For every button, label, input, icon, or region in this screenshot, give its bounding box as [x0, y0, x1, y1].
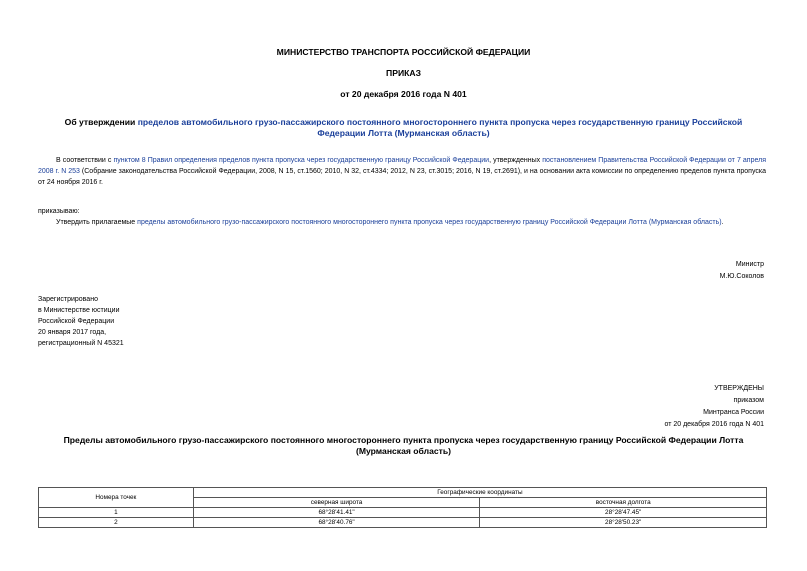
signature-position: Министр [735, 261, 764, 268]
rules-link[interactable]: пунктом 8 Правил определения пределов пункта пропуска через государственную границу Российской Федерации [113, 157, 490, 164]
table-row [39, 518, 767, 528]
order-text: Утвердить прилагаемые [56, 219, 138, 226]
registration-line: Российской Федерации [38, 318, 115, 325]
approval-line: от 20 декабря 2016 года N 401 [664, 421, 764, 428]
header-points: Номера точек [39, 488, 194, 508]
order-paragraph [38, 217, 766, 228]
longitude-cell: 28°28'47.45" [480, 508, 767, 518]
registration-line: регистрационный N 45321 [38, 340, 124, 347]
registration-block [38, 294, 124, 349]
header-latitude: северная широта [193, 498, 480, 508]
signature-name: М.Ю.Соколов [719, 273, 764, 280]
approval-line: Минтранса России [703, 409, 764, 416]
point-number: 2 [39, 518, 194, 528]
preamble-paragraph [38, 155, 766, 188]
approval-block [664, 383, 764, 431]
signature-block [720, 259, 764, 283]
longitude-cell: 28°28'50.23" [480, 518, 767, 528]
order-text: . [721, 219, 724, 226]
appendix-title: Пределы автомобильного грузо-пассажирского постоянного многостороннего пункта пропуска через государственную границу Российской Федерации Лотта (Мурманская область) [63, 435, 744, 456]
title-link[interactable]: пределов автомобильного грузо-пассажирского постоянного многостороннего пункта пропуска через государственную границу Российской Федерации Лотта (Мурманская область) [137, 117, 743, 138]
preamble-text: В соответствии с [56, 157, 114, 164]
decree-link[interactable]: постановлением Правительства Российской Федерации от 7 апреля 2008 г. N 253 [38, 157, 767, 175]
registration-line: 20 января 2017 года, [38, 329, 107, 336]
document-title [45, 117, 762, 139]
latitude-cell: 68°28'41.41" [193, 508, 480, 518]
table-header-row [39, 488, 767, 498]
title-prefix: Об утверждении [64, 117, 138, 127]
order-label: приказываю: [38, 208, 80, 215]
preamble-text: , утвержденных [489, 157, 543, 164]
document-type: ПРИКАЗ [386, 68, 421, 78]
table-row [39, 508, 767, 518]
latitude-cell: 68°28'40.76" [193, 518, 480, 528]
approval-line: УТВЕРЖДЕНЫ [714, 385, 764, 392]
approval-line: приказом [733, 397, 764, 404]
registration-line: Зарегистрировано [38, 296, 98, 303]
preamble-text: (Собрание законодательства Российской Федерации, 2008, N 15, ст.1560; 2010, N 32, ст.4334; 2012, N 23, ст.3015; 2016, N 19, ст.2691), и на основании акта комиссии по определению пределов пункта пропуска от 24 ноября 2016 г. [38, 168, 766, 186]
coordinates-table [38, 487, 767, 528]
header-longitude: восточная долгота [480, 498, 767, 508]
document-date-number: от 20 декабря 2016 года N 401 [340, 89, 467, 99]
limits-link[interactable]: пределы автомобильного грузо-пассажирского постоянного многостороннего пункта пропуска через государственную границу Российской Федерации Лотта (Мурманская область) [137, 219, 722, 226]
ministry-heading: МИНИСТЕРСТВО ТРАНСПОРТА РОССИЙСКОЙ ФЕДЕРАЦИИ [276, 47, 531, 57]
point-number: 1 [39, 508, 194, 518]
header-coordinates: Географические координаты [193, 488, 766, 498]
registration-line: в Министерстве юстиции [38, 307, 120, 314]
